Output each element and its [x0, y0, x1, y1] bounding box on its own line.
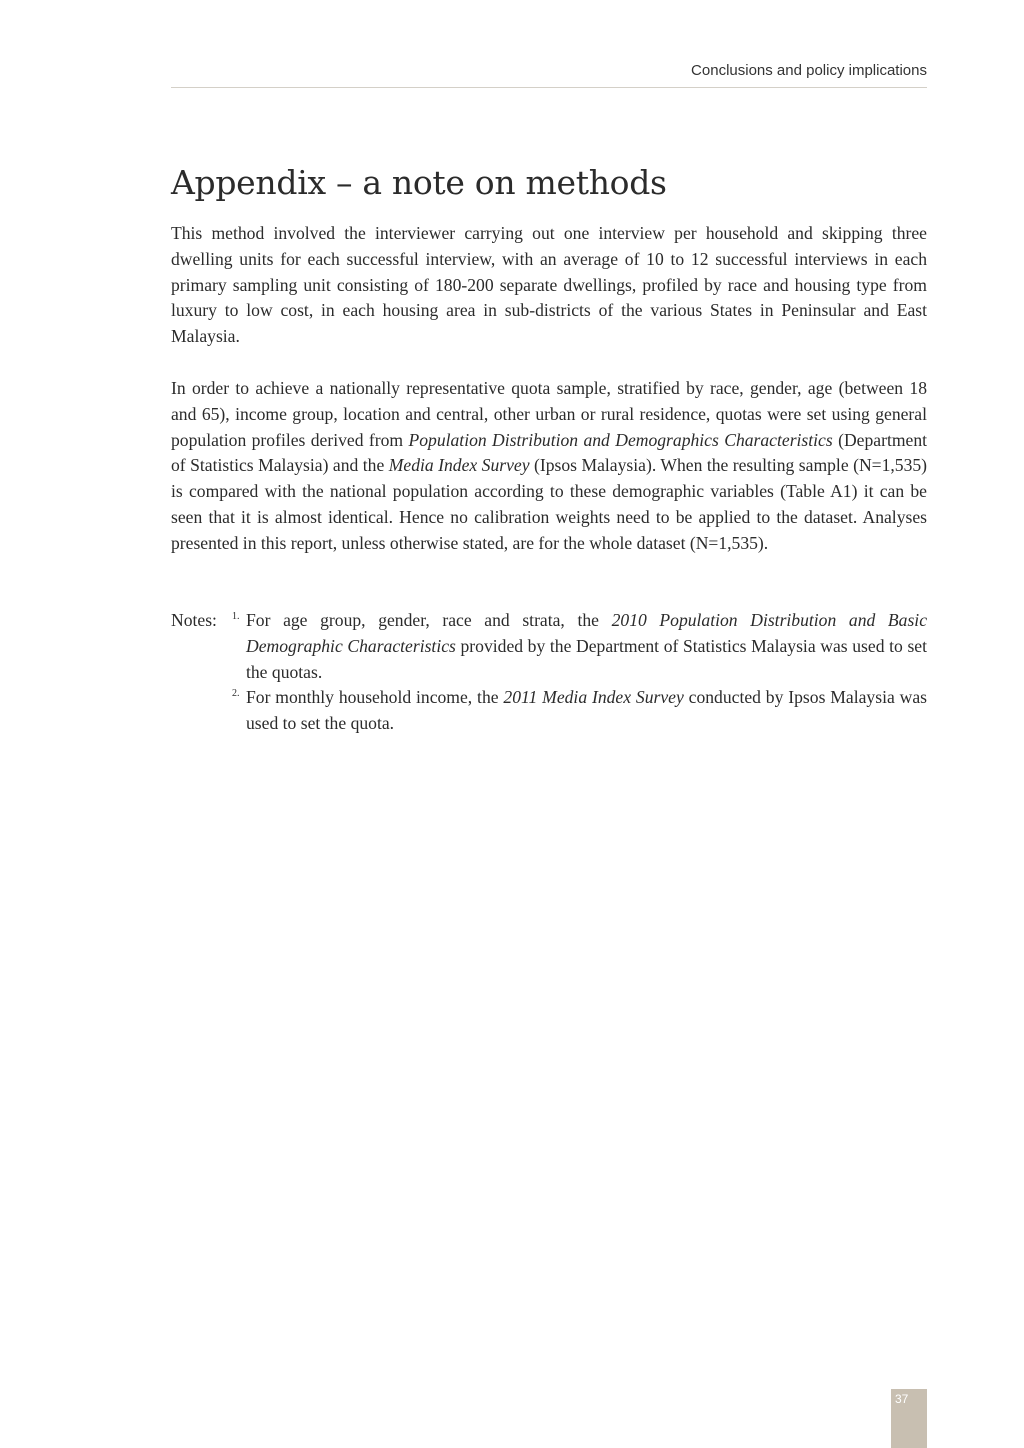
paragraph-2-text-3: (Ipsos Malaysia). When the resulting sample (N=1,535) is compared with the national population according to these demographic variables (Table A1) it can be seen that it is almost identical. Hence no calibration weights need to be applied to the dataset. Analyses presented in this report, unless otherwise stated, are for the whole dataset (N=1,535). — [171, 455, 928, 553]
note-number: 2. — [232, 688, 240, 700]
paragraph-2-text-2: (Department of Statistics Malaysia) and the — [171, 429, 928, 476]
notes-label: Notes: — [171, 610, 217, 630]
note-source-title: 2010 Population Distribution and Basic Demographic Characteristics — [246, 610, 928, 656]
population-distribution-title: Population Distribution and Demographics Characteristics — [408, 429, 833, 450]
page-number: 37 — [891, 1389, 927, 1448]
note-text: For monthly household income, the — [246, 687, 504, 708]
notes-section — [171, 608, 927, 737]
note-text: provided by the Department of Statistics Malaysia was used to set the quotas. — [246, 635, 927, 682]
note-text: For age group, gender, race and strata, the — [246, 610, 612, 630]
note-text: conducted by Ipsos Malaysia was used to set the quota. — [246, 687, 927, 734]
methods-paragraph-1: This method involved the interviewer carrying out one interview per household and skipping three dwelling units for each successful interview, with an average of 10 to 12 successful interviews in each primary sampling unit consisting of 180-200 separate dwellings, profiled by race and housing type from luxury to low cost, in each housing area in sub-districts of the various States in Peninsular and East Malaysia. — [171, 223, 927, 347]
paragraph-2-text-1: In order to achieve a nationally representative quota sample, stratified by race, gender, age (between 18 and 65), income group, location and central, other urban or rural residence, quotas were set using general population profiles derived from — [171, 378, 927, 450]
note-number: 1. — [232, 611, 240, 622]
media-index-survey-title: Media Index Survey — [388, 455, 530, 476]
note-item — [232, 685, 927, 737]
note-item — [232, 608, 928, 685]
note-source-title: 2011 Media Index Survey — [503, 687, 684, 708]
methods-paragraph-2 — [171, 376, 927, 557]
page-title: Appendix – a note on methods — [171, 163, 667, 202]
running-header: Conclusions and policy implications — [171, 60, 927, 88]
